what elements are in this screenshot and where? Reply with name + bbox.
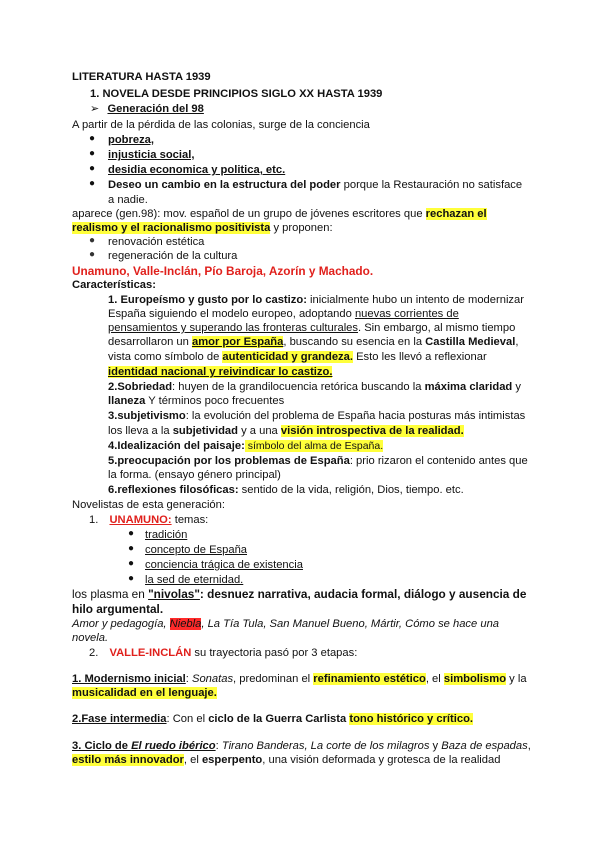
paragraph-line (108, 424, 464, 438)
text-span: llaneza (108, 395, 146, 407)
text-span: Amor y pedagogía, (72, 618, 170, 630)
text-span: , (515, 336, 519, 348)
list-item-cont: a nadie. (108, 194, 148, 206)
list-item: injusticia social, (108, 149, 195, 161)
highlight: visión introspectiva de la realidad. (280, 425, 464, 437)
bullet-icon: ● (128, 558, 135, 569)
text-span: 4.Idealización del paisaje: (108, 440, 245, 452)
bullet-icon: ● (89, 148, 96, 159)
text-span: , predominan el (233, 673, 314, 685)
text-span: vista como símbolo de (108, 351, 223, 363)
text-span: máxima claridad (424, 381, 513, 393)
paragraph-line (72, 686, 217, 700)
author-name: UNAMUNO: (109, 514, 172, 526)
text-span: y (512, 381, 521, 393)
text-span: esperpento (201, 754, 263, 766)
subsection-heading (90, 102, 204, 116)
intro-text: A partir de la pérdida de las colonias, surge de la conciencia (72, 119, 370, 131)
text-span: : Con el (166, 713, 209, 725)
text-span: 2.Fase intermedia (72, 713, 167, 725)
text-span: . Sin embargo, al mismo tiempo (358, 322, 516, 334)
highlight: identidad nacional y reivindicar lo castizo. (108, 366, 333, 378)
paragraph-line (108, 321, 515, 335)
text-span: aparece (gen.98): mov. español de un grupo de jóvenes escritores que (72, 208, 426, 220)
paragraph-line (72, 587, 526, 601)
paragraph-line (108, 335, 518, 349)
text-span: : (185, 673, 192, 685)
paragraph-line (108, 307, 459, 321)
list-item: conciencia trágica de existencia (145, 559, 303, 571)
highlight: autenticidad y grandeza. (222, 351, 353, 363)
text-span: , el (183, 754, 202, 766)
paragraph-line (72, 617, 499, 631)
doc-title: LITERATURA HASTA 1939 (72, 71, 211, 83)
text-span: 3. Ciclo de (72, 740, 132, 752)
list-item: la sed de eternidad. (145, 574, 244, 586)
paragraph-line (108, 394, 284, 408)
text-span: su trayectoria pasó por 3 etapas: (191, 647, 358, 659)
text-span: , el (425, 673, 444, 685)
text-span: sentido de la vida, religión, Dios, tiempo. etc. (238, 484, 464, 496)
characteristics-heading: Características: (72, 279, 156, 291)
authors-line: Unamuno, Valle-Inclán, Pío Baroja, Azorín y Machado. (72, 264, 374, 278)
paragraph-line (108, 365, 332, 379)
text-span: España siguiendo el modelo europeo, adoptando (108, 308, 355, 320)
paragraph-line (72, 221, 333, 235)
list-item: pobreza, (108, 134, 155, 146)
highlight: rechazan el (425, 208, 487, 220)
paragraph-line (108, 409, 525, 423)
list-number: 2. (89, 647, 99, 659)
text-span: los plasma en (72, 587, 149, 601)
text-span: Sonatas (191, 673, 234, 685)
list-item: renovación estética (108, 236, 205, 248)
paragraph-line (108, 293, 524, 307)
paragraph-line (108, 454, 528, 468)
list-item (89, 513, 208, 527)
paragraph-line (72, 207, 487, 221)
text-span: : la evolución del problema de España hacia posturas más intimistas (185, 410, 526, 422)
text-span: subjetividad (172, 425, 238, 437)
highlight: estilo más innovador (72, 754, 184, 766)
text-span: y a una (237, 425, 281, 437)
bullet-icon: ● (89, 133, 96, 144)
highlight: refinamiento estético (313, 673, 426, 685)
highlight: Niebla (169, 618, 202, 630)
list-item (89, 646, 357, 660)
text-span: "nivolas" (148, 587, 200, 601)
highlight: simbolismo (443, 673, 507, 685)
deseo-rest: porque la Restauración no satisface (340, 179, 523, 191)
list-item: regeneración de la cultura (108, 250, 238, 262)
text-span: y la (506, 673, 527, 685)
highlight: símbolo del alma de España. (244, 440, 384, 452)
text-span: El ruedo ibérico (131, 740, 216, 752)
paragraph-line (72, 712, 473, 726)
paragraph-line (72, 672, 527, 686)
text-span: 1. Modernismo inicial (72, 673, 186, 685)
text-span: desarrollaron un (108, 336, 192, 348)
text-span: ciclo de la Guerra Carlista (208, 713, 347, 725)
text-span: 2.Sobriedad (108, 381, 173, 393)
paragraph-line (108, 380, 521, 394)
text-span: , (527, 740, 531, 752)
highlight: realismo y el racionalismo positivista (72, 222, 271, 234)
text-span: y (429, 740, 442, 752)
text-span: Y términos poco frecuentes (145, 395, 285, 407)
paragraph-line (108, 439, 383, 453)
text-span: 1. Europeísmo y gusto por lo castizo: (108, 294, 307, 306)
text-span: Esto les llevó a reflexionar (352, 351, 487, 363)
bullet-icon: ● (89, 249, 96, 260)
text-span: : prio rizaron el contenido antes que (349, 455, 528, 467)
text-span: 3.subjetivismo (108, 410, 186, 422)
text-span: nuevas corrientes de (354, 308, 459, 320)
text-span: Castilla Medieval (425, 336, 516, 348)
list-item: desidia economica y politica, etc. (108, 164, 286, 176)
list-item: concepto de España (145, 544, 248, 556)
paragraph-line: novela. (72, 632, 109, 644)
highlight: tono histórico y crítico. (349, 713, 474, 725)
text-span: y proponen: (270, 222, 333, 234)
bullet-icon: ● (128, 543, 135, 554)
list-item: tradición (145, 529, 188, 541)
text-span: 6.reflexiones filosóficas: (108, 484, 239, 496)
list-item (108, 178, 522, 192)
gen98-heading: Generación del 98 (107, 103, 204, 115)
text-span: los lleva a la (108, 425, 173, 437)
deseo-bold: Deseo un cambio en la estructura del poder (108, 179, 341, 191)
paragraph-line: la forma. (ensayo género principal) (108, 469, 281, 481)
bullet-icon: ● (89, 163, 96, 174)
highlight: amor por España (191, 336, 284, 348)
bullet-icon: ● (128, 528, 135, 539)
text-span: , La Tía Tula, San Manuel Bueno, Mártir, Cómo se hace una (201, 618, 500, 630)
author-name: VALLE-INCLÁN (109, 647, 192, 659)
arrow-bullet-icon: ➢ (90, 103, 100, 115)
text-span: inicialmente hubo un intento de modernizar (306, 294, 524, 306)
text-span: Tirano Banderas, La corte de los milagros (221, 740, 430, 752)
bullet-icon: ● (128, 573, 135, 584)
novelists-heading: Novelistas de esta generación: (72, 499, 225, 511)
text-span: pensamientos y superando las fronteras culturales (108, 322, 358, 334)
text-span: Baza de espadas (441, 740, 528, 752)
text-span: : desnuez narrativa, audacia formal, diálogo y ausencia de (199, 587, 527, 601)
text-span: : (215, 740, 222, 752)
bullet-icon: ● (89, 235, 96, 246)
paragraph-line (108, 350, 487, 364)
paragraph-line (108, 483, 464, 497)
text-span: , una visión deformada y grotesca de la realidad (262, 754, 501, 766)
list-number: 1. (89, 514, 99, 526)
paragraph-line (72, 753, 500, 767)
text-span: : huyen de la grandilocuencia retórica buscando la (172, 381, 425, 393)
text-span: , buscando su esencia en la (283, 336, 426, 348)
paragraph-line (72, 739, 531, 753)
highlight: musicalidad en el lenguaje. (72, 687, 217, 699)
section-heading: 1. NOVELA DESDE PRINCIPIOS SIGLO XX HASTA 1939 (90, 88, 383, 100)
text-span: temas: (171, 514, 209, 526)
bullet-icon: ● (89, 178, 96, 189)
text-span: 5.preocupación por los problemas de España (108, 455, 350, 467)
paragraph-line: hilo argumental. (72, 602, 164, 616)
